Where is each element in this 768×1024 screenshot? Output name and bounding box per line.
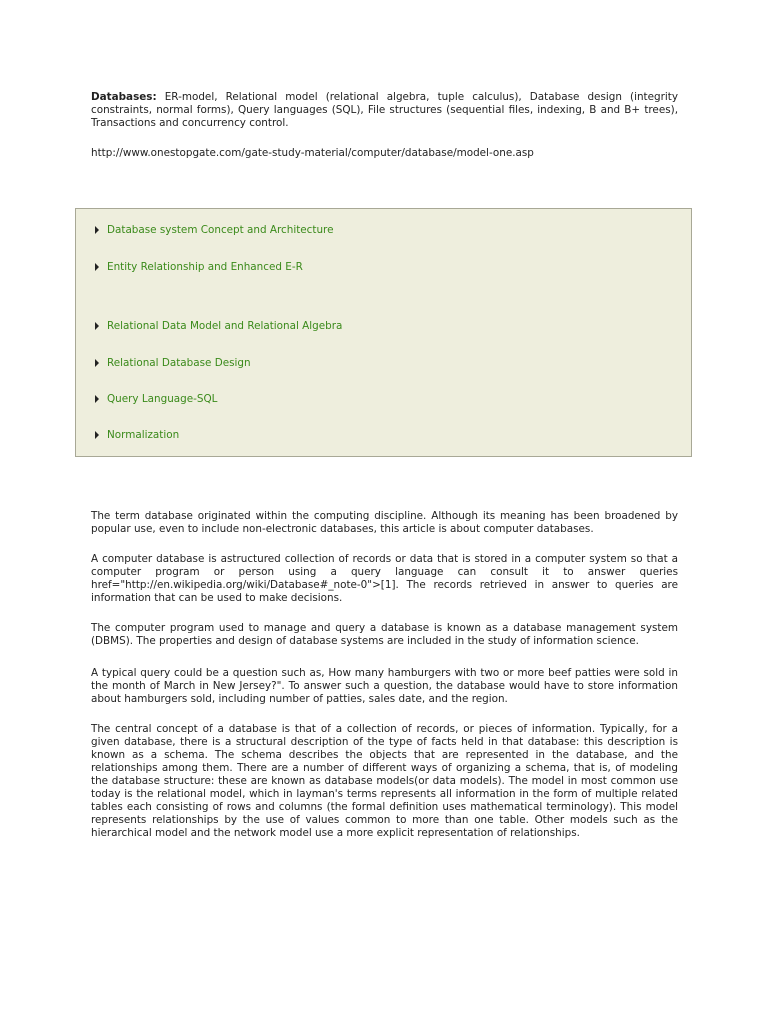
topic-label: Entity Relationship and Enhanced E-R <box>107 261 303 273</box>
body-paragraph: A computer database is astructured collection of records or data that is stored in a computer system so that a computer program or person using a query language can consult it to answer queries href="http://en.wikipedia.org/wiki/Database#_note-0">[1]. The records retrieved in answer to queries are information that can be used to make decisions. <box>91 553 678 604</box>
bullet-arrow-icon <box>95 226 99 234</box>
body-paragraph: The computer program used to manage and query a database is known as a database management system (DBMS). The properties and design of database systems are included in the study of information science. <box>91 622 678 647</box>
topic-label: Relational Database Design <box>107 357 251 369</box>
topic-link-relational-algebra[interactable] <box>95 320 342 333</box>
bullet-arrow-icon <box>95 395 99 403</box>
topic-link-normalization[interactable] <box>95 429 179 442</box>
source-url: http://www.onestopgate.com/gate-study-material/computer/database/model-one.asp <box>91 147 534 159</box>
intro-label: Databases: <box>91 91 157 103</box>
bullet-arrow-icon <box>95 359 99 367</box>
topic-label: Normalization <box>107 429 180 441</box>
bullet-arrow-icon <box>95 431 99 439</box>
intro-text: ER-model, Relational model (relational algebra, tuple calculus), Database design (integrity constraints, normal forms), Query languages (SQL), File structures (sequential files, indexing, B and B+ trees), Transactions and concurrency control. <box>91 91 678 129</box>
bullet-arrow-icon <box>95 263 99 271</box>
body-paragraph: The central concept of a database is that of a collection of records, or pieces of information. Typically, for a given database, there is a structural description of the type of facts held in that database: this description is known as a schema. The schema describes the objects that are represented in the database, and the relationships among them. There are a number of different ways of organizing a schema, that is, of modeling the database structure: these are known as database models(or data models). The model in most common use today is the relational model, which in layman's terms represents all information in the form of multiple related tables each consisting of rows and columns (the formal definition uses mathematical terminology). This model represents relationships by the use of values common to more than one table. Other models such as the hierarchical model and the network model use a more explicit representation of relationships. <box>91 723 678 839</box>
topic-link-entity-relationship[interactable] <box>95 261 303 274</box>
topic-link-architecture[interactable] <box>95 224 334 237</box>
body-paragraph: A typical query could be a question such as, How many hamburgers with two or more beef patties were sold in the month of March in New Jersey?". To answer such a question, the database would have to store information about hamburgers sold, including number of patties, sales date, and the region. <box>91 667 678 705</box>
topic-link-sql[interactable] <box>95 393 217 406</box>
topic-label: Query Language-SQL <box>107 393 218 405</box>
body-paragraph: The term database originated within the computing discipline. Although its meaning has been broadened by popular use, even to include non-electronic databases, this article is about computer databases. <box>91 510 678 535</box>
topics-box <box>75 208 692 457</box>
bullet-arrow-icon <box>95 322 99 330</box>
topic-label: Relational Data Model and Relational Algebra <box>107 320 343 332</box>
intro-paragraph <box>91 91 678 130</box>
topic-label: Database system Concept and Architecture <box>107 224 334 236</box>
topic-link-database-design[interactable] <box>95 357 251 370</box>
